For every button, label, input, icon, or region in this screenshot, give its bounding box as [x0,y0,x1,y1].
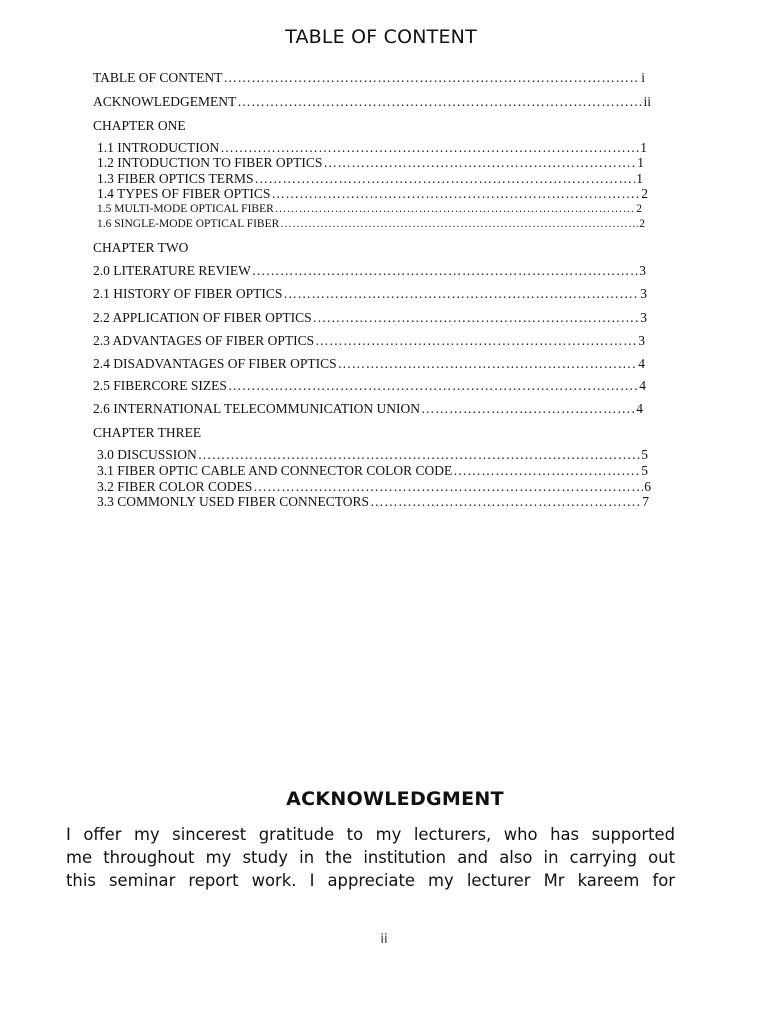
toc-entry-title: 2.6 INTERNATIONAL TELECOMMUNICATION UNION [93,401,420,416]
toc-entry [97,463,648,479]
toc-entry [93,378,646,394]
toc-entry [93,263,646,279]
toc-entry-title: 1.4 TYPES OF FIBER OPTICS [97,186,271,201]
chapter-heading: CHAPTER TWO [93,240,189,255]
toc-leader-dots [323,155,636,171]
toc-entry-page: 2 [636,203,642,215]
toc-entry-title: 1.5 MULTI-MODE OPTICAL FIBER [97,203,274,215]
toc-entry-title: 2.1 HISTORY OF FIBER OPTICS [93,286,283,301]
toc-entry [93,401,643,417]
toc-entry-page: 1 [640,140,647,155]
toc-entry-title: 3.3 COMMONLY USED FIBER CONNECTORS [97,494,370,509]
page-number: ii [380,932,388,947]
toc-entry-page: 5 [641,463,648,478]
toc-leader-dots [223,70,640,86]
page-title: TABLE OF CONTENT [285,26,477,48]
toc-entry-page: 1 [637,155,644,170]
toc-leader-dots [313,310,640,326]
toc-entry-page: 2 [641,186,648,201]
acknowledgment-line: I offer my sincerest gratitude to my lecturers, who has supported [66,825,675,844]
toc-entry [93,286,647,302]
toc-entry [97,479,651,495]
toc-entry [97,447,648,463]
toc-entry [93,310,647,326]
toc-entry-page: 4 [636,401,643,416]
toc-entry-page: ii [643,94,651,109]
toc-entry [93,333,645,349]
toc-leader-dots [252,263,638,279]
toc-leader-dots [271,186,640,202]
toc-entry [97,203,642,215]
toc-leader-dots [315,333,637,349]
toc-entry-page: 5 [641,447,648,462]
toc-entry-page: 2 [639,218,645,230]
toc-entry [93,356,645,372]
toc-entry-page: 3 [639,263,646,278]
toc-leader-dots [275,203,635,215]
toc-entry-title: 2.4 DISADVANTAGES OF FIBER OPTICS [93,356,337,371]
toc-entry-page: 7 [642,494,649,509]
chapter-heading: CHAPTER THREE [93,425,202,440]
toc-entry-title: 3.0 DISCUSSION [97,447,197,462]
toc-entry-title: 1.3 FIBER OPTICS TERMS [97,171,254,186]
toc-leader-dots [370,494,641,510]
toc-leader-dots [253,479,643,495]
toc-entry [97,218,645,230]
toc-entry-page: 3 [638,333,645,348]
chapter-heading: CHAPTER ONE [93,118,186,133]
toc-entry-title: 1.2 INTODUCTION TO FIBER OPTICS [97,155,323,170]
toc-entry-page: 4 [639,378,646,393]
toc-entry [97,186,648,202]
toc-entry-title: 2.5 FIBERCORE SIZES [93,378,227,393]
toc-leader-dots [198,447,640,463]
toc-entry [97,494,649,510]
acknowledgment-title: ACKNOWLEDGMENT [286,788,504,810]
toc-entry-page: i [641,70,645,85]
toc-entry [97,155,644,171]
toc-entry-title: 1.1 INTRODUCTION [97,140,220,155]
acknowledgment-line: this seminar report work. I appreciate my lecturer Mr kareem for [66,871,675,890]
toc-entry [97,171,643,187]
toc-leader-dots [237,94,642,110]
toc-entry-title: 1.6 SINGLE-MODE OPTICAL FIBER [97,218,280,230]
toc-entry-title: 2.2 APPLICATION OF FIBER OPTICS [93,310,312,325]
toc-leader-dots [228,378,638,394]
toc-leader-dots [283,286,639,302]
toc-entry-page: 4 [638,356,645,371]
toc-entry-title: 3.2 FIBER COLOR CODES [97,479,253,494]
toc-leader-dots [338,356,638,372]
toc-entry [93,94,651,110]
toc-leader-dots [453,463,640,479]
toc-entry-title: 2.0 LITERATURE REVIEW [93,263,251,278]
toc-entry-title: 2.3 ADVANTAGES OF FIBER OPTICS [93,333,315,348]
toc-leader-dots [280,218,638,230]
toc-entry-page: 6 [644,479,651,494]
toc-entry [97,140,647,156]
toc-entry [93,70,645,86]
toc-leader-dots [255,171,636,187]
toc-entry-title: 3.1 FIBER OPTIC CABLE AND CONNECTOR COLOR CODE [97,463,453,478]
toc-entry-title: ACKNOWLEDGEMENT [93,94,237,109]
toc-entry-page: 3 [640,286,647,301]
acknowledgment-line: me throughout my study in the institution and also in carrying out [66,848,675,867]
toc-leader-dots [220,140,639,156]
toc-leader-dots [421,401,635,417]
toc-entry-title: TABLE OF CONTENT [93,70,223,85]
toc-entry-page: 3 [640,310,647,325]
toc-entry-page: 1 [636,171,643,186]
